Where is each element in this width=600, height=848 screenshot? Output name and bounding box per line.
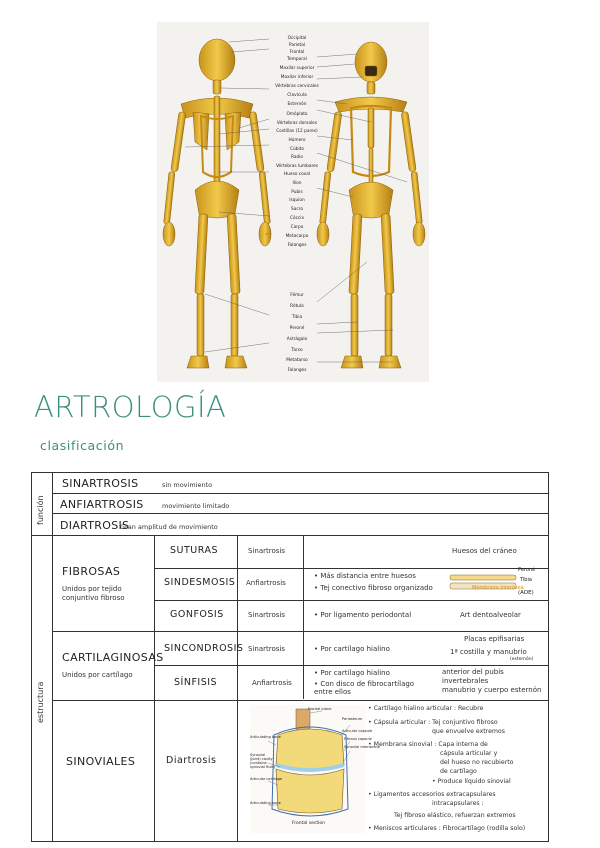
sinfisis-type: Anfiartrosis — [252, 679, 292, 687]
bone-label: Metacarpo — [285, 234, 309, 239]
ade-label: (ADE) — [518, 590, 534, 596]
articulating-bone-bottom-label: Articulating bone — [250, 801, 281, 805]
bone-label: Radio — [290, 155, 304, 160]
table-divider — [52, 473, 53, 841]
fibrous-capsule-label: Fibrous capsule — [344, 737, 372, 741]
bone-label: Vértebras dorsales — [276, 121, 318, 126]
table-divider — [52, 493, 548, 494]
sinoviales-note: • Ligamentos accesorios extracapsulares — [368, 791, 496, 798]
suturas-type: Sinartrosis — [248, 547, 285, 555]
bone-label: Frontal — [289, 50, 305, 55]
bone-label: Tarso — [291, 348, 303, 353]
bone-label: Pubis — [291, 190, 303, 195]
bone-label: Clavícula — [287, 93, 307, 98]
sincondrosis-note-3: 1ª costilla y manubrio — [450, 648, 527, 656]
perone-label: Peroné — [518, 567, 536, 573]
table-divider — [237, 535, 238, 841]
gonfosis-note-1: • Por ligamento periodontal — [314, 611, 412, 619]
sincondrosis-label: SINCONDROSIS — [164, 643, 244, 654]
diartrosis-desc: Gran amplitud de movimiento — [120, 523, 218, 531]
sinoviales-note: intracapsulares : — [432, 800, 484, 807]
bone-label: Vértebras cervicales — [275, 84, 319, 89]
fibrosas-desc: Unidos por tejido conjuntivo fibroso — [62, 585, 125, 602]
articular-capsule-label: Articular capsule — [342, 729, 373, 733]
sincondrosis-type: Sinartrosis — [248, 645, 285, 653]
estructura-side-label: estructura — [36, 681, 45, 723]
frontal-plane-label: Frontal plane — [308, 707, 332, 711]
bone-label: Carpo — [290, 225, 304, 230]
sinoviales-note: • Membrana sinovial : Capa interna de — [368, 741, 488, 748]
table-divider — [32, 535, 548, 536]
sinoviales-type: Diartrosis — [166, 755, 217, 766]
bone-label: Astrágalo — [286, 337, 308, 342]
sinoviales-note: • Produce líquido sinovial — [432, 778, 511, 785]
sinoviales-note: • Cápsula articular : Tej conjuntivo fibroso — [368, 719, 498, 726]
bone-label: Vértebras lumbares — [275, 164, 319, 169]
sinoviales-note: del hueso no recubierto — [440, 759, 514, 766]
table-divider — [52, 631, 548, 632]
sindesmosis-label: SINDESMOSIS — [164, 577, 236, 588]
sinoviales-note: Tej fibroso elástico, refuerzan extremos — [394, 812, 516, 819]
bone-label: Costillas (12 pares) — [276, 129, 318, 134]
table-divider — [52, 700, 548, 701]
bone-label: Cóccix — [289, 216, 305, 221]
funcion-side-label: función — [36, 495, 45, 525]
bone-label: Peroné — [289, 326, 305, 331]
membrana-label: Membrana interósea — [472, 585, 524, 591]
articular-cartilage-label: Articular cartilage — [250, 777, 283, 781]
skeleton-figure — [157, 22, 429, 382]
bone-label: Isquion — [289, 198, 305, 203]
sinfisis-note-5: manubrio y cuerpo esternón — [442, 686, 542, 694]
gonfosis-label: GONFOSIS — [170, 609, 224, 620]
sinfisis-label: SÍNFISIS — [174, 677, 218, 688]
sinoviales-note: • Meniscos articulares : Fibrocartílago (rodilla solo) — [368, 825, 526, 832]
bone-label: Fémur — [290, 293, 304, 298]
gonfosis-note-2: Art dentoalveolar — [460, 611, 521, 619]
synovial-joint-illustration — [250, 705, 366, 833]
table-divider — [154, 600, 548, 601]
bone-label: Falanges — [287, 368, 307, 373]
bone-label: Sacro — [290, 207, 304, 212]
articulating-bone-top-label: Articulating bone — [250, 735, 281, 739]
anfiartrosis-desc: movimiento limitado — [162, 502, 230, 510]
sinfisis-note-1: • Por cartílago hialino — [314, 669, 390, 677]
table-divider — [154, 535, 155, 841]
gonfosis-type: Sinartrosis — [248, 611, 285, 619]
bone-label: Maxilar superior — [279, 66, 315, 71]
bone-label: Temporal — [287, 57, 307, 62]
periosteum-label: Periosteum — [342, 717, 363, 721]
anfiartrosis-label: ANFIARTROSIS — [60, 498, 144, 511]
synovial-joint-diagram — [250, 705, 381, 833]
synovial-cavity-label: Synovial (joint) cavity (contains synovial fluid) — [250, 753, 276, 769]
tibia-label: Tibia — [520, 577, 532, 583]
bone-label: Maxilar inferior — [280, 75, 314, 80]
table-divider — [154, 568, 548, 569]
table-divider — [303, 535, 304, 699]
synovial-membrane-label: Synovial membrane — [344, 745, 381, 749]
table-divider — [154, 665, 548, 666]
bone-label: Esternón — [287, 102, 307, 107]
cartilaginosas-label: CARTILAGINOSAS — [62, 651, 164, 664]
suturas-label: SUTURAS — [170, 545, 218, 556]
sinfisis-note-2: • Con disco de fibrocartílago entre ellos — [314, 680, 415, 696]
sinartrosis-label: SINARTROSIS — [62, 477, 139, 490]
sinoviales-note: de cartílago — [440, 768, 477, 775]
sinfisis-note-3: anterior del pubis — [442, 668, 504, 676]
sindesmosis-note-2: • Tej conectivo fibroso organizado — [314, 584, 433, 592]
sinoviales-note: que envuelve extremos — [432, 728, 505, 735]
sindesmosis-type: Anfiartrosis — [246, 579, 286, 587]
bone-label: Metatarso — [286, 358, 308, 363]
bone-label: Occipital — [287, 36, 307, 41]
sinartrosis-desc: sin movimiento — [162, 481, 213, 489]
table-divider — [52, 513, 548, 514]
page-subtitle: clasificación — [40, 438, 125, 453]
sindesmosis-note-1: • Más distancia entre huesos — [314, 572, 416, 580]
sincondrosis-note-2: Placas epifisarias — [464, 635, 525, 643]
bone-label: Húmero — [288, 138, 306, 143]
page-title: ARTROLOGÍA — [34, 390, 227, 424]
bone-label: Tibia — [291, 315, 303, 320]
suturas-note: Huesos del cráneo — [452, 547, 517, 555]
fibrosas-label: FIBROSAS — [62, 565, 121, 578]
bone-label: Omóplato — [286, 112, 308, 117]
sinoviales-label: SINOVIALES — [66, 755, 136, 768]
bone-label: Falanges — [287, 243, 307, 248]
bone-label: Hueso coxal — [283, 172, 311, 177]
sinoviales-note: • Cartílago hialino articular : Recubre — [368, 705, 484, 712]
sincondrosis-note-1: • Por cartílago hialino — [314, 645, 390, 653]
bone-label: Ilion — [292, 181, 302, 186]
bone-label: Cúbito — [290, 147, 304, 152]
bone-label: Rótula — [290, 304, 304, 309]
sincondrosis-note-4: (esternón) — [510, 657, 534, 662]
bone-label: Parietal — [288, 43, 306, 48]
classification-table — [31, 472, 549, 842]
diartrosis-label: DIARTROSIS — [60, 519, 130, 532]
frontal-section-label: Frontal section — [292, 821, 326, 826]
sinfisis-note-4: invertebrales — [442, 677, 489, 685]
cartilaginosas-desc: Unidos por cartílago — [62, 671, 133, 679]
sinoviales-note: cápsula articular y — [440, 750, 498, 757]
